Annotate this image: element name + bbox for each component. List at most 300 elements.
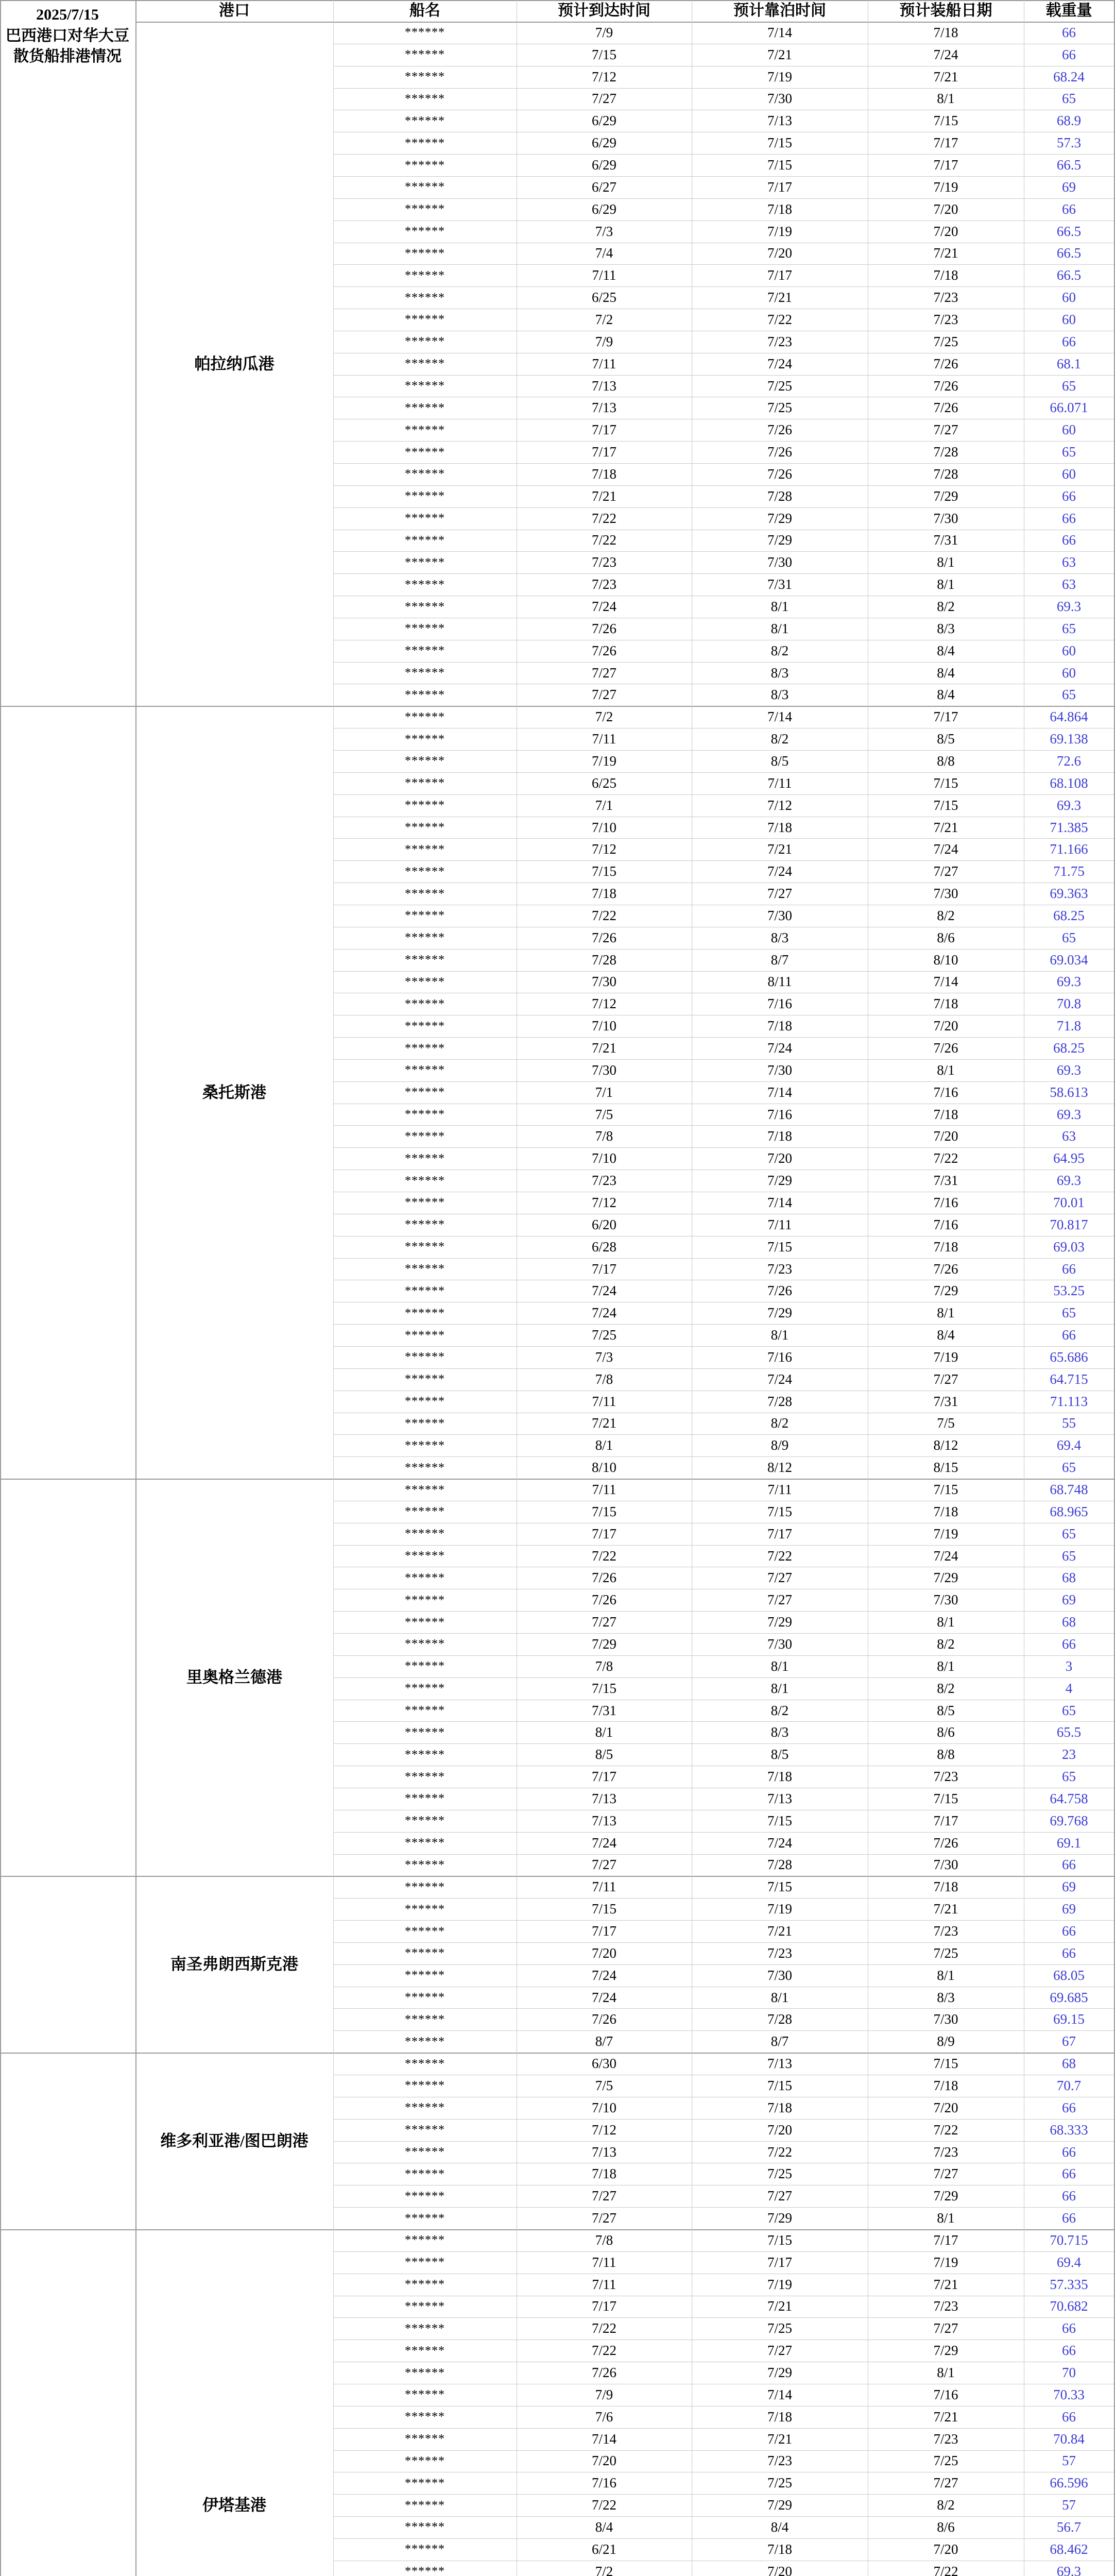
arrive-date: 7/6 <box>595 2409 613 2425</box>
berth-date: 7/16 <box>767 996 792 1012</box>
ship-name: ****** <box>405 1770 445 1784</box>
load-date: 7/31 <box>933 532 958 548</box>
berth-date: 7/15 <box>767 1879 792 1895</box>
ship-name: ****** <box>405 776 445 790</box>
berth-date: 7/14 <box>767 24 792 40</box>
berth-date: 7/16 <box>767 1349 792 1365</box>
berth-date: 7/19 <box>767 1901 792 1917</box>
ship-name: ****** <box>405 2476 445 2490</box>
load-qty: 69.685 <box>1050 1989 1088 2005</box>
load-date: 8/4 <box>937 642 955 658</box>
arrive-date: 6/29 <box>591 135 616 151</box>
ship-name: ****** <box>405 909 445 923</box>
arrive-date: 7/27 <box>591 1857 616 1873</box>
load-qty: 64.95 <box>1053 1150 1085 1166</box>
load-qty: 70.33 <box>1053 2386 1085 2402</box>
ship-name: ****** <box>405 1063 445 1077</box>
berth-date: 7/31 <box>767 577 792 592</box>
arrive-date: 7/18 <box>591 2166 616 2182</box>
load-qty: 65 <box>1062 687 1076 703</box>
load-date: 7/23 <box>933 2431 958 2447</box>
grid-line <box>135 22 1114 23</box>
arrive-date: 7/23 <box>591 577 616 592</box>
arrive-date: 6/29 <box>591 201 616 217</box>
berth-date: 7/22 <box>767 2144 792 2160</box>
ship-name: ****** <box>405 1483 445 1497</box>
load-qty: 66 <box>1062 1261 1076 1277</box>
load-date: 7/21 <box>933 819 958 835</box>
berth-date: 7/17 <box>767 1526 792 1541</box>
arrive-date: 7/22 <box>591 907 616 923</box>
berth-date: 7/28 <box>767 2011 792 2027</box>
ship-name: ****** <box>405 1438 445 1452</box>
berth-date: 7/30 <box>767 554 792 570</box>
arrive-date: 7/1 <box>595 1084 613 1100</box>
berth-date: 7/13 <box>767 113 792 129</box>
arrive-date: 7/27 <box>591 2210 616 2226</box>
berth-date: 7/12 <box>767 797 792 813</box>
berth-date: 7/27 <box>767 2343 792 2359</box>
load-qty: 68 <box>1062 1614 1076 1630</box>
load-qty: 65 <box>1062 1305 1076 1321</box>
ship-name: ****** <box>405 1129 445 1143</box>
load-qty: 66 <box>1062 2320 1076 2336</box>
arrive-date: 7/30 <box>591 1062 616 1078</box>
load-qty: 66 <box>1062 24 1076 40</box>
arrive-date: 7/27 <box>591 2188 616 2204</box>
arrive-date: 7/14 <box>591 2431 616 2447</box>
ship-name: ****** <box>405 887 445 901</box>
berth-date: 7/15 <box>767 1812 792 1828</box>
arrive-date: 7/15 <box>591 46 616 62</box>
arrive-date: 7/26 <box>591 929 616 945</box>
arrive-date: 7/24 <box>591 599 616 615</box>
berth-date: 7/23 <box>767 1945 792 1961</box>
arrive-date: 7/27 <box>591 665 616 681</box>
ship-name: ****** <box>405 1527 445 1541</box>
berth-date: 7/24 <box>767 1835 792 1851</box>
load-qty: 64.864 <box>1050 709 1088 725</box>
ship-name: ****** <box>405 1196 445 1210</box>
load-qty: 66 <box>1062 532 1076 548</box>
load-date: 8/1 <box>937 577 955 592</box>
load-date: 7/21 <box>933 2276 958 2292</box>
arrive-date: 7/10 <box>591 819 616 835</box>
berth-date: 7/13 <box>767 2056 792 2072</box>
port-name: 维多利亚港/图巴朗港 <box>160 2132 308 2150</box>
arrive-date: 6/25 <box>591 290 616 306</box>
arrive-date: 7/11 <box>592 2254 616 2270</box>
load-date: 7/31 <box>933 1173 958 1189</box>
load-date: 7/17 <box>933 709 958 725</box>
ship-name: ****** <box>405 2344 445 2358</box>
arrive-date: 6/30 <box>591 2056 616 2072</box>
arrive-date: 7/26 <box>591 642 616 658</box>
arrive-date: 7/13 <box>591 1790 616 1806</box>
load-date: 7/18 <box>933 1503 958 1519</box>
ship-name: ****** <box>405 2167 445 2181</box>
load-qty: 60 <box>1062 665 1076 681</box>
arrive-date: 7/2 <box>595 2563 613 2576</box>
load-date: 8/4 <box>937 1327 955 1343</box>
load-date: 8/2 <box>937 2497 955 2513</box>
load-qty: 69.3 <box>1056 1062 1082 1078</box>
load-date: 7/23 <box>933 1923 958 1939</box>
load-date: 8/2 <box>937 1636 955 1652</box>
arrive-date: 7/29 <box>591 1636 616 1652</box>
ship-name: ****** <box>405 754 445 768</box>
load-qty: 63 <box>1062 1128 1076 1144</box>
load-date: 7/19 <box>933 179 958 195</box>
load-date: 7/30 <box>933 1857 958 1873</box>
load-qty: 66 <box>1062 333 1076 349</box>
arrive-date: 7/22 <box>591 532 616 548</box>
load-qty: 65 <box>1062 1702 1076 1718</box>
ship-name: ****** <box>405 1416 445 1430</box>
arrive-date: 7/10 <box>591 2099 616 2115</box>
load-date: 7/20 <box>933 223 958 239</box>
arrive-date: 7/1 <box>595 797 613 813</box>
berth-date: 7/15 <box>767 2077 792 2093</box>
berth-date: 7/17 <box>767 179 792 195</box>
load-date: 8/4 <box>937 687 955 703</box>
arrive-date: 7/15 <box>591 1901 616 1917</box>
berth-date: 8/5 <box>770 1747 789 1762</box>
load-date: 7/23 <box>933 2144 958 2160</box>
ship-name: ****** <box>405 2211 445 2225</box>
berth-date: 7/28 <box>767 488 792 504</box>
load-date: 8/3 <box>937 1989 955 2005</box>
berth-date: 7/22 <box>767 311 792 327</box>
load-qty: 68.333 <box>1050 2122 1088 2138</box>
load-qty: 69.15 <box>1053 2011 1085 2027</box>
berth-date: 7/25 <box>767 2320 792 2336</box>
ship-name: ****** <box>405 158 445 172</box>
load-qty: 55 <box>1062 1415 1076 1431</box>
berth-date: 7/22 <box>767 1548 792 1564</box>
load-qty: 70.715 <box>1050 2232 1088 2248</box>
ship-name: ****** <box>405 1174 445 1188</box>
berth-date: 7/21 <box>767 1923 792 1939</box>
arrive-date: 7/3 <box>595 1349 613 1365</box>
arrive-date: 7/25 <box>591 1327 616 1343</box>
arrive-date: 7/16 <box>591 2475 616 2491</box>
ship-name: ****** <box>405 2543 445 2556</box>
arrive-date: 7/15 <box>591 1503 616 1519</box>
ship-name: ****** <box>405 2057 445 2071</box>
berth-date: 7/28 <box>767 1857 792 1873</box>
berth-date: 7/23 <box>767 1261 792 1277</box>
berth-date: 7/29 <box>767 510 792 526</box>
arrive-date: 7/17 <box>591 422 616 438</box>
load-qty: 65 <box>1062 620 1076 636</box>
arrive-date: 7/26 <box>591 1570 616 1586</box>
load-date: 7/14 <box>933 974 958 990</box>
ship-name: ****** <box>405 1593 445 1607</box>
ship-name: ****** <box>405 1946 445 1960</box>
load-date: 8/2 <box>937 907 955 923</box>
load-date: 7/27 <box>933 863 958 879</box>
arrive-date: 8/4 <box>595 2519 613 2535</box>
load-qty: 70.84 <box>1053 2431 1085 2447</box>
load-date: 7/15 <box>933 2056 958 2072</box>
ship-name: ****** <box>405 2012 445 2026</box>
berth-date: 7/21 <box>767 841 792 857</box>
load-qty: 66.596 <box>1050 2475 1088 2491</box>
ship-name: ****** <box>405 268 445 282</box>
load-qty: 70.01 <box>1053 1194 1085 1210</box>
arrive-date: 7/8 <box>595 1371 613 1387</box>
ship-name: ****** <box>405 26 445 40</box>
load-date: 7/29 <box>933 488 958 504</box>
load-date: 8/1 <box>937 1967 955 1983</box>
berth-date: 7/26 <box>767 1283 792 1299</box>
ship-name: ****** <box>405 2299 445 2313</box>
load-date: 7/18 <box>933 2077 958 2093</box>
arrive-date: 7/24 <box>591 1967 616 1983</box>
load-qty: 57 <box>1062 2497 1076 2513</box>
load-date: 7/26 <box>933 1835 958 1851</box>
load-qty: 69 <box>1062 1592 1076 1608</box>
ship-name: ****** <box>405 2321 445 2335</box>
arrive-date: 7/11 <box>592 355 616 371</box>
berth-date: 7/29 <box>767 2210 792 2226</box>
berth-date: 7/27 <box>767 886 792 902</box>
berth-date: 7/11 <box>767 1216 792 1232</box>
berth-date: 7/14 <box>767 2386 792 2402</box>
header-arrive: 预计到达时间 <box>558 2 650 19</box>
ship-name: ****** <box>405 1880 445 1894</box>
load-date: 8/8 <box>937 753 955 769</box>
berth-date: 7/14 <box>767 709 792 725</box>
arrive-date: 7/28 <box>591 952 616 968</box>
load-qty: 71.166 <box>1050 841 1088 857</box>
report-date: 2025/7/15 <box>36 6 99 24</box>
berth-date: 8/2 <box>770 731 789 747</box>
load-qty: 67 <box>1062 2033 1076 2049</box>
ship-name: ****** <box>405 2410 445 2424</box>
header-berth: 预计靠泊时间 <box>733 2 826 19</box>
berth-date: 8/3 <box>770 929 789 945</box>
arrive-date: 7/23 <box>591 554 616 570</box>
ship-name: ****** <box>405 1924 445 1938</box>
berth-date: 8/7 <box>770 952 789 968</box>
berth-date: 7/21 <box>767 2431 792 2447</box>
load-qty: 64.715 <box>1050 1371 1088 1387</box>
load-qty: 66 <box>1062 1945 1076 1961</box>
load-qty: 65 <box>1062 1526 1076 1541</box>
load-date: 7/27 <box>933 2475 958 2491</box>
load-qty: 63 <box>1062 554 1076 570</box>
load-date: 7/27 <box>933 1371 958 1387</box>
ship-name: ****** <box>405 423 445 437</box>
berth-date: 7/27 <box>767 1592 792 1608</box>
ship-name: ****** <box>405 2256 445 2269</box>
arrive-date: 7/22 <box>591 2343 616 2359</box>
load-date: 8/6 <box>937 1724 955 1740</box>
ship-name: ****** <box>405 1725 445 1739</box>
load-date: 8/3 <box>937 620 955 636</box>
berth-date: 7/25 <box>767 378 792 394</box>
load-qty: 69.4 <box>1056 1437 1082 1453</box>
arrive-date: 7/19 <box>591 753 616 769</box>
load-date: 8/4 <box>937 665 955 681</box>
load-date: 7/21 <box>933 245 958 261</box>
arrive-date: 7/24 <box>591 1835 616 1851</box>
arrive-date: 6/27 <box>591 179 616 195</box>
arrive-date: 7/8 <box>595 1128 613 1144</box>
ship-name: ****** <box>405 1637 445 1651</box>
ship-name: ****** <box>405 467 445 481</box>
load-qty: 68.1 <box>1056 355 1082 371</box>
ship-name: ****** <box>405 1836 445 1850</box>
load-date: 8/10 <box>933 952 958 968</box>
ship-name: ****** <box>405 1262 445 1276</box>
port-name: 帕拉纳瓜港 <box>194 354 275 373</box>
load-qty: 66 <box>1062 201 1076 217</box>
arrive-date: 7/17 <box>591 1923 616 1939</box>
load-qty: 68 <box>1062 2056 1076 2072</box>
load-date: 7/20 <box>933 201 958 217</box>
load-qty: 66 <box>1062 2343 1076 2359</box>
arrive-date: 7/22 <box>591 2320 616 2336</box>
berth-date: 7/11 <box>767 1482 792 1498</box>
arrive-date: 7/12 <box>591 69 616 84</box>
load-qty: 69.3 <box>1056 599 1082 615</box>
load-date: 8/1 <box>937 1062 955 1078</box>
arrive-date: 6/29 <box>591 113 616 129</box>
ship-name: ****** <box>405 1151 445 1165</box>
berth-date: 7/27 <box>767 1570 792 1586</box>
load-date: 7/18 <box>933 996 958 1012</box>
load-qty: 60 <box>1062 311 1076 327</box>
berth-date: 7/20 <box>767 2563 792 2576</box>
load-date: 7/18 <box>933 1106 958 1122</box>
berth-date: 7/29 <box>767 532 792 548</box>
ship-name: ****** <box>405 600 445 614</box>
ship-name: ****** <box>405 1549 445 1563</box>
port-name: 伊塔基港 <box>202 2496 266 2515</box>
load-qty: 69.138 <box>1050 731 1088 747</box>
load-qty: 66.5 <box>1056 157 1082 173</box>
berth-date: 7/24 <box>767 1371 792 1387</box>
berth-date: 7/15 <box>767 1239 792 1255</box>
berth-date: 7/16 <box>767 1106 792 1122</box>
load-date: 7/15 <box>933 1790 958 1806</box>
load-date: 7/25 <box>933 2453 958 2469</box>
berth-date: 8/4 <box>770 2519 789 2535</box>
berth-date: 7/13 <box>767 1790 792 1806</box>
berth-date: 7/20 <box>767 245 792 261</box>
berth-date: 7/11 <box>767 775 792 791</box>
grid-line <box>333 0 334 2576</box>
berth-date: 7/18 <box>767 1769 792 1785</box>
ship-name: ****** <box>405 997 445 1011</box>
berth-date: 8/7 <box>770 2033 789 2049</box>
ship-name: ****** <box>405 1328 445 1342</box>
load-date: 7/29 <box>933 1283 958 1299</box>
load-date: 7/15 <box>933 775 958 791</box>
arrive-date: 7/26 <box>591 1592 616 1608</box>
arrive-date: 6/29 <box>591 157 616 173</box>
load-date: 7/16 <box>933 2386 958 2402</box>
load-qty: 60 <box>1062 466 1076 482</box>
arrive-date: 7/9 <box>595 333 613 349</box>
load-date: 7/22 <box>933 2122 958 2138</box>
load-date: 7/23 <box>933 311 958 327</box>
berth-date: 8/2 <box>770 1415 789 1431</box>
arrive-date: 7/22 <box>591 2497 616 2513</box>
berth-date: 8/3 <box>770 1724 789 1740</box>
load-qty: 64.758 <box>1050 1790 1088 1806</box>
berth-date: 8/1 <box>770 1680 789 1696</box>
arrive-date: 6/20 <box>591 1216 616 1232</box>
load-qty: 66 <box>1062 488 1076 504</box>
arrive-date: 7/17 <box>591 1769 616 1785</box>
arrive-date: 7/17 <box>591 444 616 460</box>
arrive-date: 7/24 <box>591 1989 616 2005</box>
load-qty: 69.3 <box>1056 974 1082 990</box>
load-qty: 69.034 <box>1050 952 1088 968</box>
ship-name: ****** <box>405 2432 445 2446</box>
header-port: 港口 <box>219 2 250 19</box>
arrive-date: 7/21 <box>591 1040 616 1056</box>
load-date: 7/26 <box>933 355 958 371</box>
ship-name: ****** <box>405 2366 445 2380</box>
load-date: 8/12 <box>933 1437 958 1453</box>
port-name: 南圣弗朗西斯克港 <box>170 1955 298 1974</box>
load-date: 7/21 <box>933 69 958 84</box>
load-date: 7/27 <box>933 2166 958 2182</box>
load-date: 7/30 <box>933 510 958 526</box>
arrive-date: 7/5 <box>595 2077 613 2093</box>
arrive-date: 7/18 <box>591 886 616 902</box>
arrive-date: 7/5 <box>595 1106 613 1122</box>
arrive-date: 7/22 <box>591 1548 616 1564</box>
ship-name: ****** <box>405 1682 445 1696</box>
load-qty: 66 <box>1062 510 1076 526</box>
berth-date: 7/18 <box>767 2099 792 2115</box>
load-date: 7/23 <box>933 1769 958 1785</box>
ship-name: ****** <box>405 732 445 746</box>
berth-date: 8/3 <box>770 687 789 703</box>
berth-date: 7/15 <box>767 1503 792 1519</box>
ship-name: ****** <box>405 1284 445 1298</box>
ship-name: ****** <box>405 1792 445 1806</box>
arrive-date: 7/9 <box>595 2386 613 2402</box>
berth-date: 7/19 <box>767 69 792 84</box>
load-qty: 66 <box>1062 1857 1076 1873</box>
ship-name: ****** <box>405 975 445 989</box>
arrive-date: 7/12 <box>591 1194 616 1210</box>
load-qty: 68.05 <box>1053 1967 1085 1983</box>
load-qty: 65.5 <box>1056 1724 1082 1740</box>
arrive-date: 7/11 <box>592 1879 616 1895</box>
load-date: 7/19 <box>933 2254 958 2270</box>
load-date: 8/8 <box>937 1747 955 1762</box>
arrive-date: 6/28 <box>591 1239 616 1255</box>
load-qty: 65 <box>1062 91 1076 107</box>
ship-name: ****** <box>405 533 445 547</box>
ship-name: ****** <box>405 865 445 878</box>
load-date: 8/5 <box>937 731 955 747</box>
arrive-date: 7/13 <box>591 378 616 394</box>
load-date: 7/16 <box>933 1194 958 1210</box>
berth-date: 7/21 <box>767 2298 792 2314</box>
load-qty: 66 <box>1062 46 1076 62</box>
load-qty: 23 <box>1062 1747 1076 1762</box>
ship-name: ****** <box>405 70 445 84</box>
